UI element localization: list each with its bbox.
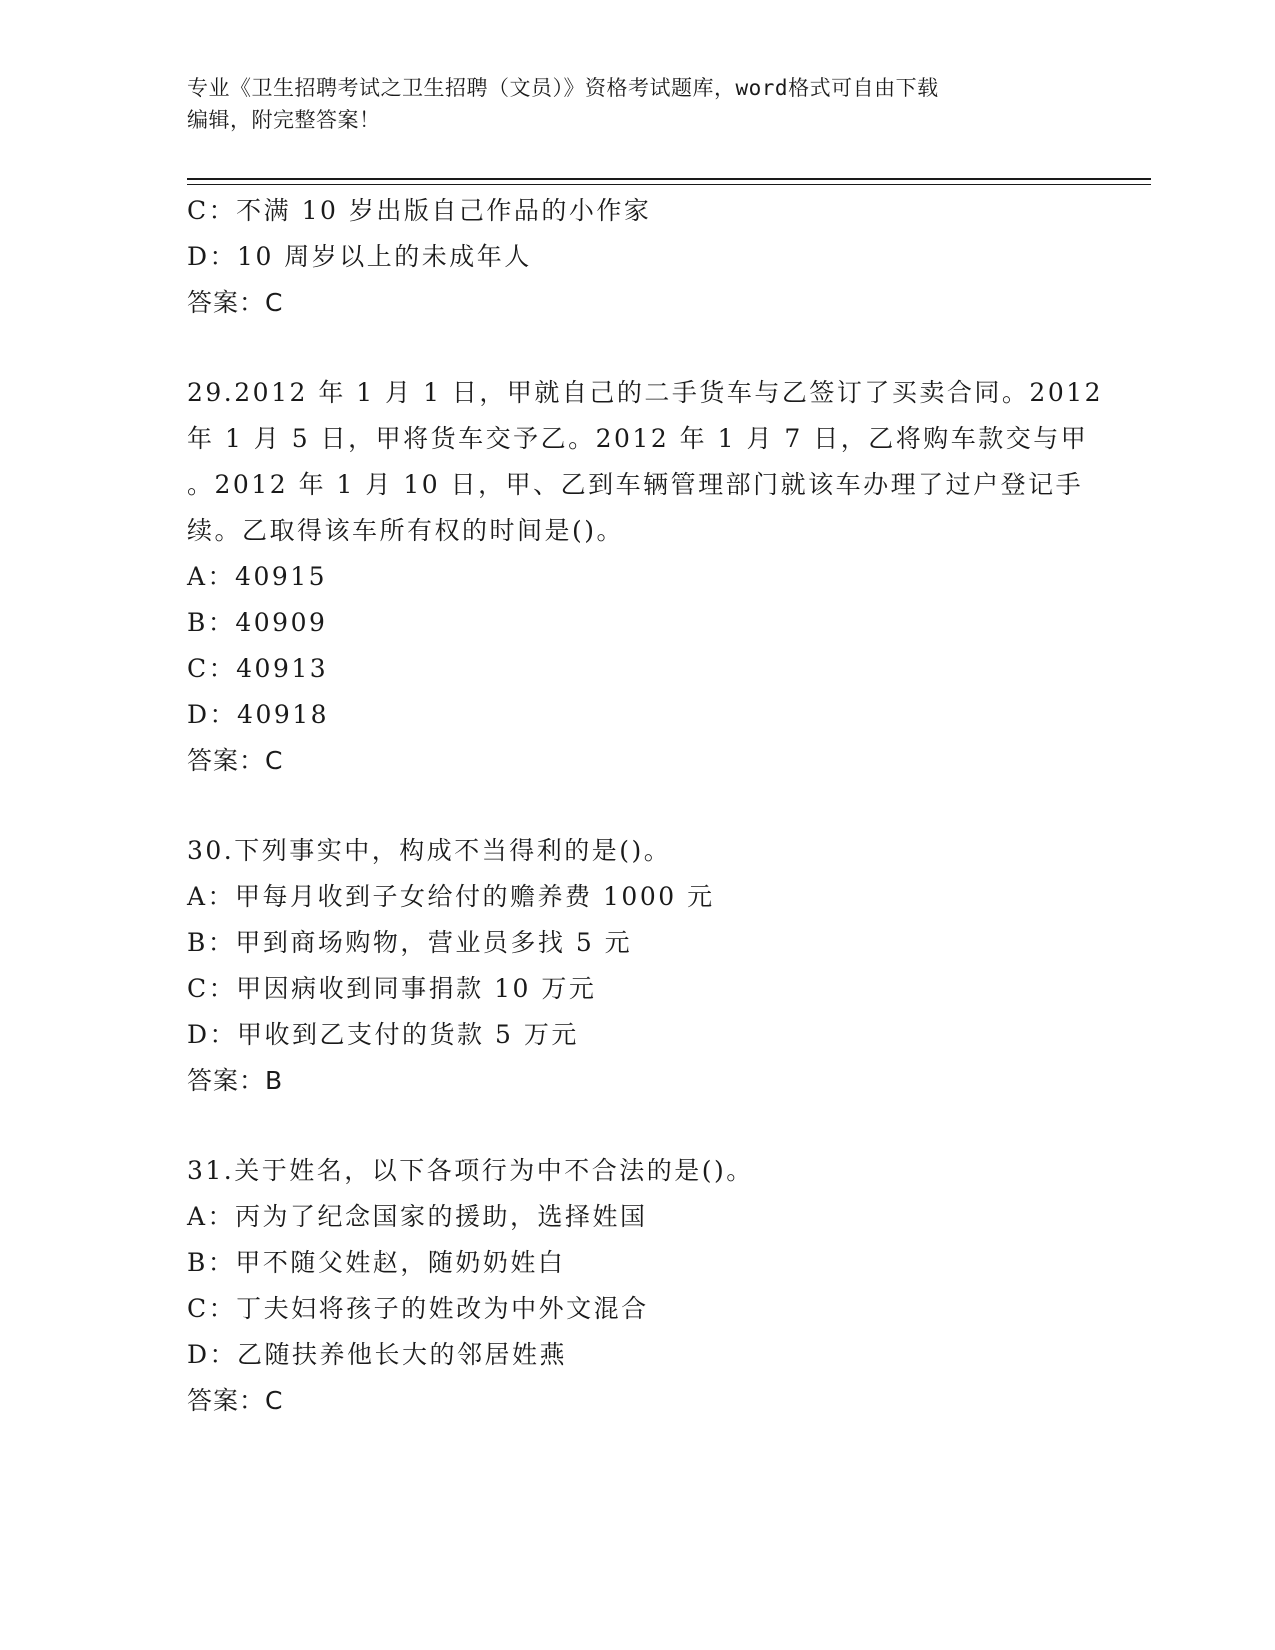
option-a: A：40915	[187, 562, 328, 591]
option-b: B：甲到商场购物，营业员多找 5 元	[187, 928, 633, 957]
option-c: C：丁夫妇将孩子的姓改为中外文混合	[187, 1294, 649, 1323]
spacer	[187, 1104, 1087, 1148]
question-stem-line: 30.下列事实中，构成不当得利的是()。	[187, 836, 672, 865]
option-a: A：丙为了纪念国家的援助，选择姓国	[187, 1202, 648, 1231]
header-divider-thick	[187, 178, 1151, 180]
question-stem-line: 续。乙取得该车所有权的时间是()。	[187, 516, 625, 545]
spacer	[187, 326, 1087, 370]
option-d: D：甲收到乙支付的货款 5 万元	[187, 1020, 579, 1049]
question-30	[187, 828, 1087, 1104]
header-line-2: 编辑，附完整答案！	[187, 108, 381, 132]
option-b: B：40909	[187, 608, 328, 637]
option-a: A：甲每月收到子女给付的赡养费 1000 元	[187, 882, 715, 911]
answer-line: 答案：C	[187, 1386, 284, 1415]
question-stem-line: 。2012 年 1 月 10 日，甲、乙到车辆管理部门就该车办理了过户登记手	[187, 470, 1084, 499]
option-c: C：40913	[187, 654, 329, 683]
option-c: C：不满 10 岁出版自己作品的小作家	[187, 196, 652, 225]
answer-line: 答案：B	[187, 1066, 284, 1095]
option-d: D：乙随扶养他长大的邻居姓燕	[187, 1340, 568, 1369]
header-divider-thin	[187, 184, 1151, 185]
option-b: B：甲不随父姓赵，随奶奶姓白	[187, 1248, 566, 1277]
question-stem-line: 29.2012 年 1 月 1 日，甲就自己的二手货车与乙签订了买卖合同。2012	[187, 378, 1104, 407]
answer-line: 答案：C	[187, 288, 284, 317]
answer-line: 答案：C	[187, 746, 284, 775]
option-d: D：40918	[187, 700, 330, 729]
header-line-1: 专业《卫生招聘考试之卫生招聘（文员）》资格考试题库，word格式可自由下载	[187, 76, 939, 100]
question-content	[187, 188, 1104, 1424]
spacer	[187, 784, 1087, 828]
question-stem-line: 31.关于姓名，以下各项行为中不合法的是()。	[187, 1156, 754, 1185]
question-31	[187, 1148, 1087, 1424]
option-c: C：甲因病收到同事捐款 10 万元	[187, 974, 597, 1003]
document-header	[187, 72, 1087, 136]
option-d: D：10 周岁以上的未成年人	[187, 242, 532, 271]
question-29	[187, 370, 1104, 784]
question-stem-line: 年 1 月 5 日，甲将货车交予乙。2012 年 1 月 7 日，乙将购车款交与甲	[187, 424, 1089, 453]
